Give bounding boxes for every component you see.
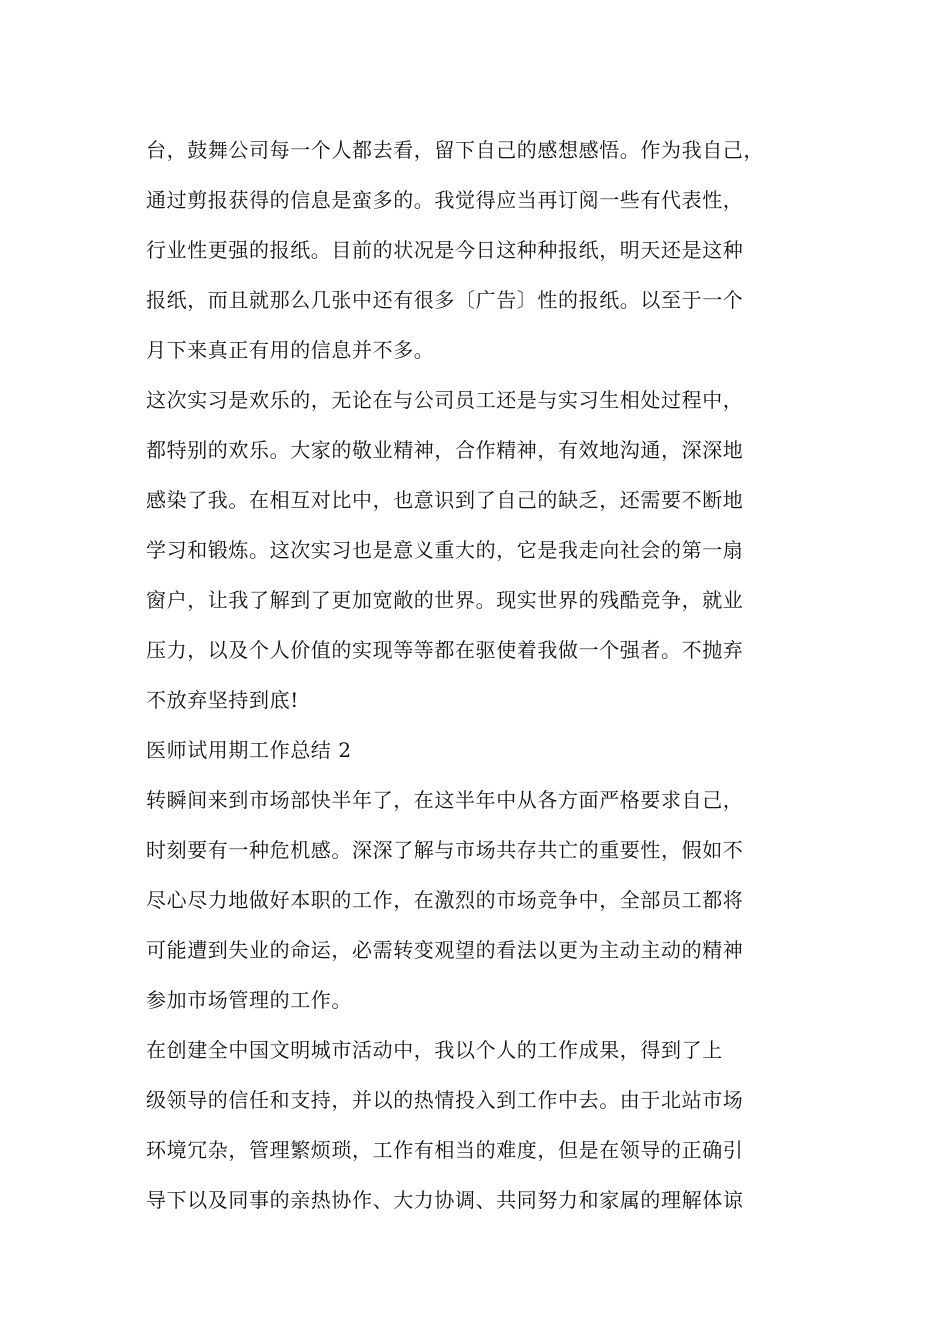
- text-line: 环境冗杂，管理繁烦琐，工作有相当的难度，但是在领导的正确引: [146, 1138, 744, 1162]
- text-line: 参加市场管理的工作。: [146, 988, 352, 1012]
- text-line: 报纸，而且就那么几张中还有很多〔广告〕性的报纸。以至于一个: [146, 288, 744, 312]
- text-line: 月下来真正有用的信息并不多。: [146, 338, 435, 362]
- text-line: 行业性更强的报纸。目前的状况是今日这种种报纸，明天还是这种: [146, 238, 744, 262]
- text-line: 学习和锻炼。这次实习也是意义重大的，它是我走向社会的第一扇: [146, 538, 744, 562]
- paragraph-first-line: 这次实习是欢乐的，无论在与公司员工还是与实习生相处过程中，: [146, 388, 744, 412]
- text-line: 窗户，让我了解到了更加宽敞的世界。现实世界的残酷竞争，就业: [146, 588, 744, 612]
- text-line: 时刻要有一种危机感。深深了解与市场共存共亡的重要性，假如不: [146, 838, 744, 862]
- text-line: 不放弃坚持到底!: [146, 688, 299, 712]
- text-line: 可能遭到失业的命运，必需转变观望的看法以更为主动主动的精神: [146, 938, 744, 962]
- section-heading: 医师试用期工作总结 2: [146, 738, 352, 762]
- text-line: 级领导的信任和支持，并以的热情投入到工作中去。由于北站市场: [146, 1088, 744, 1112]
- text-line: 感染了我。在相互对比中，也意识到了自己的缺乏，还需要不断地: [146, 488, 744, 512]
- text-line: 通过剪报获得的信息是蛮多的。我觉得应当再订阅一些有代表性，: [146, 188, 744, 212]
- text-line: 压力，以及个人价值的实现等等都在驱使着我做一个强者。不抛弃: [146, 638, 744, 662]
- paragraph-first-line: 转瞬间来到市场部快半年了，在这半年中从各方面严格要求自己，: [146, 788, 744, 812]
- text-line: 尽心尽力地做好本职的工作，在激烈的市场竞争中，全部员工都将: [146, 888, 744, 912]
- text-line: 都特别的欢乐。大家的敬业精神，合作精神，有效地沟通，深深地: [146, 438, 744, 462]
- paragraph-first-line: 在创建全中国文明城市活动中，我以个人的工作成果，得到了上: [146, 1038, 723, 1062]
- text-line: 台，鼓舞公司每一个人都去看，留下自己的感想感悟。作为我自己，: [146, 138, 764, 162]
- text-line: 导下以及同事的亲热协作、大力协调、共同努力和家属的理解体谅: [146, 1188, 744, 1212]
